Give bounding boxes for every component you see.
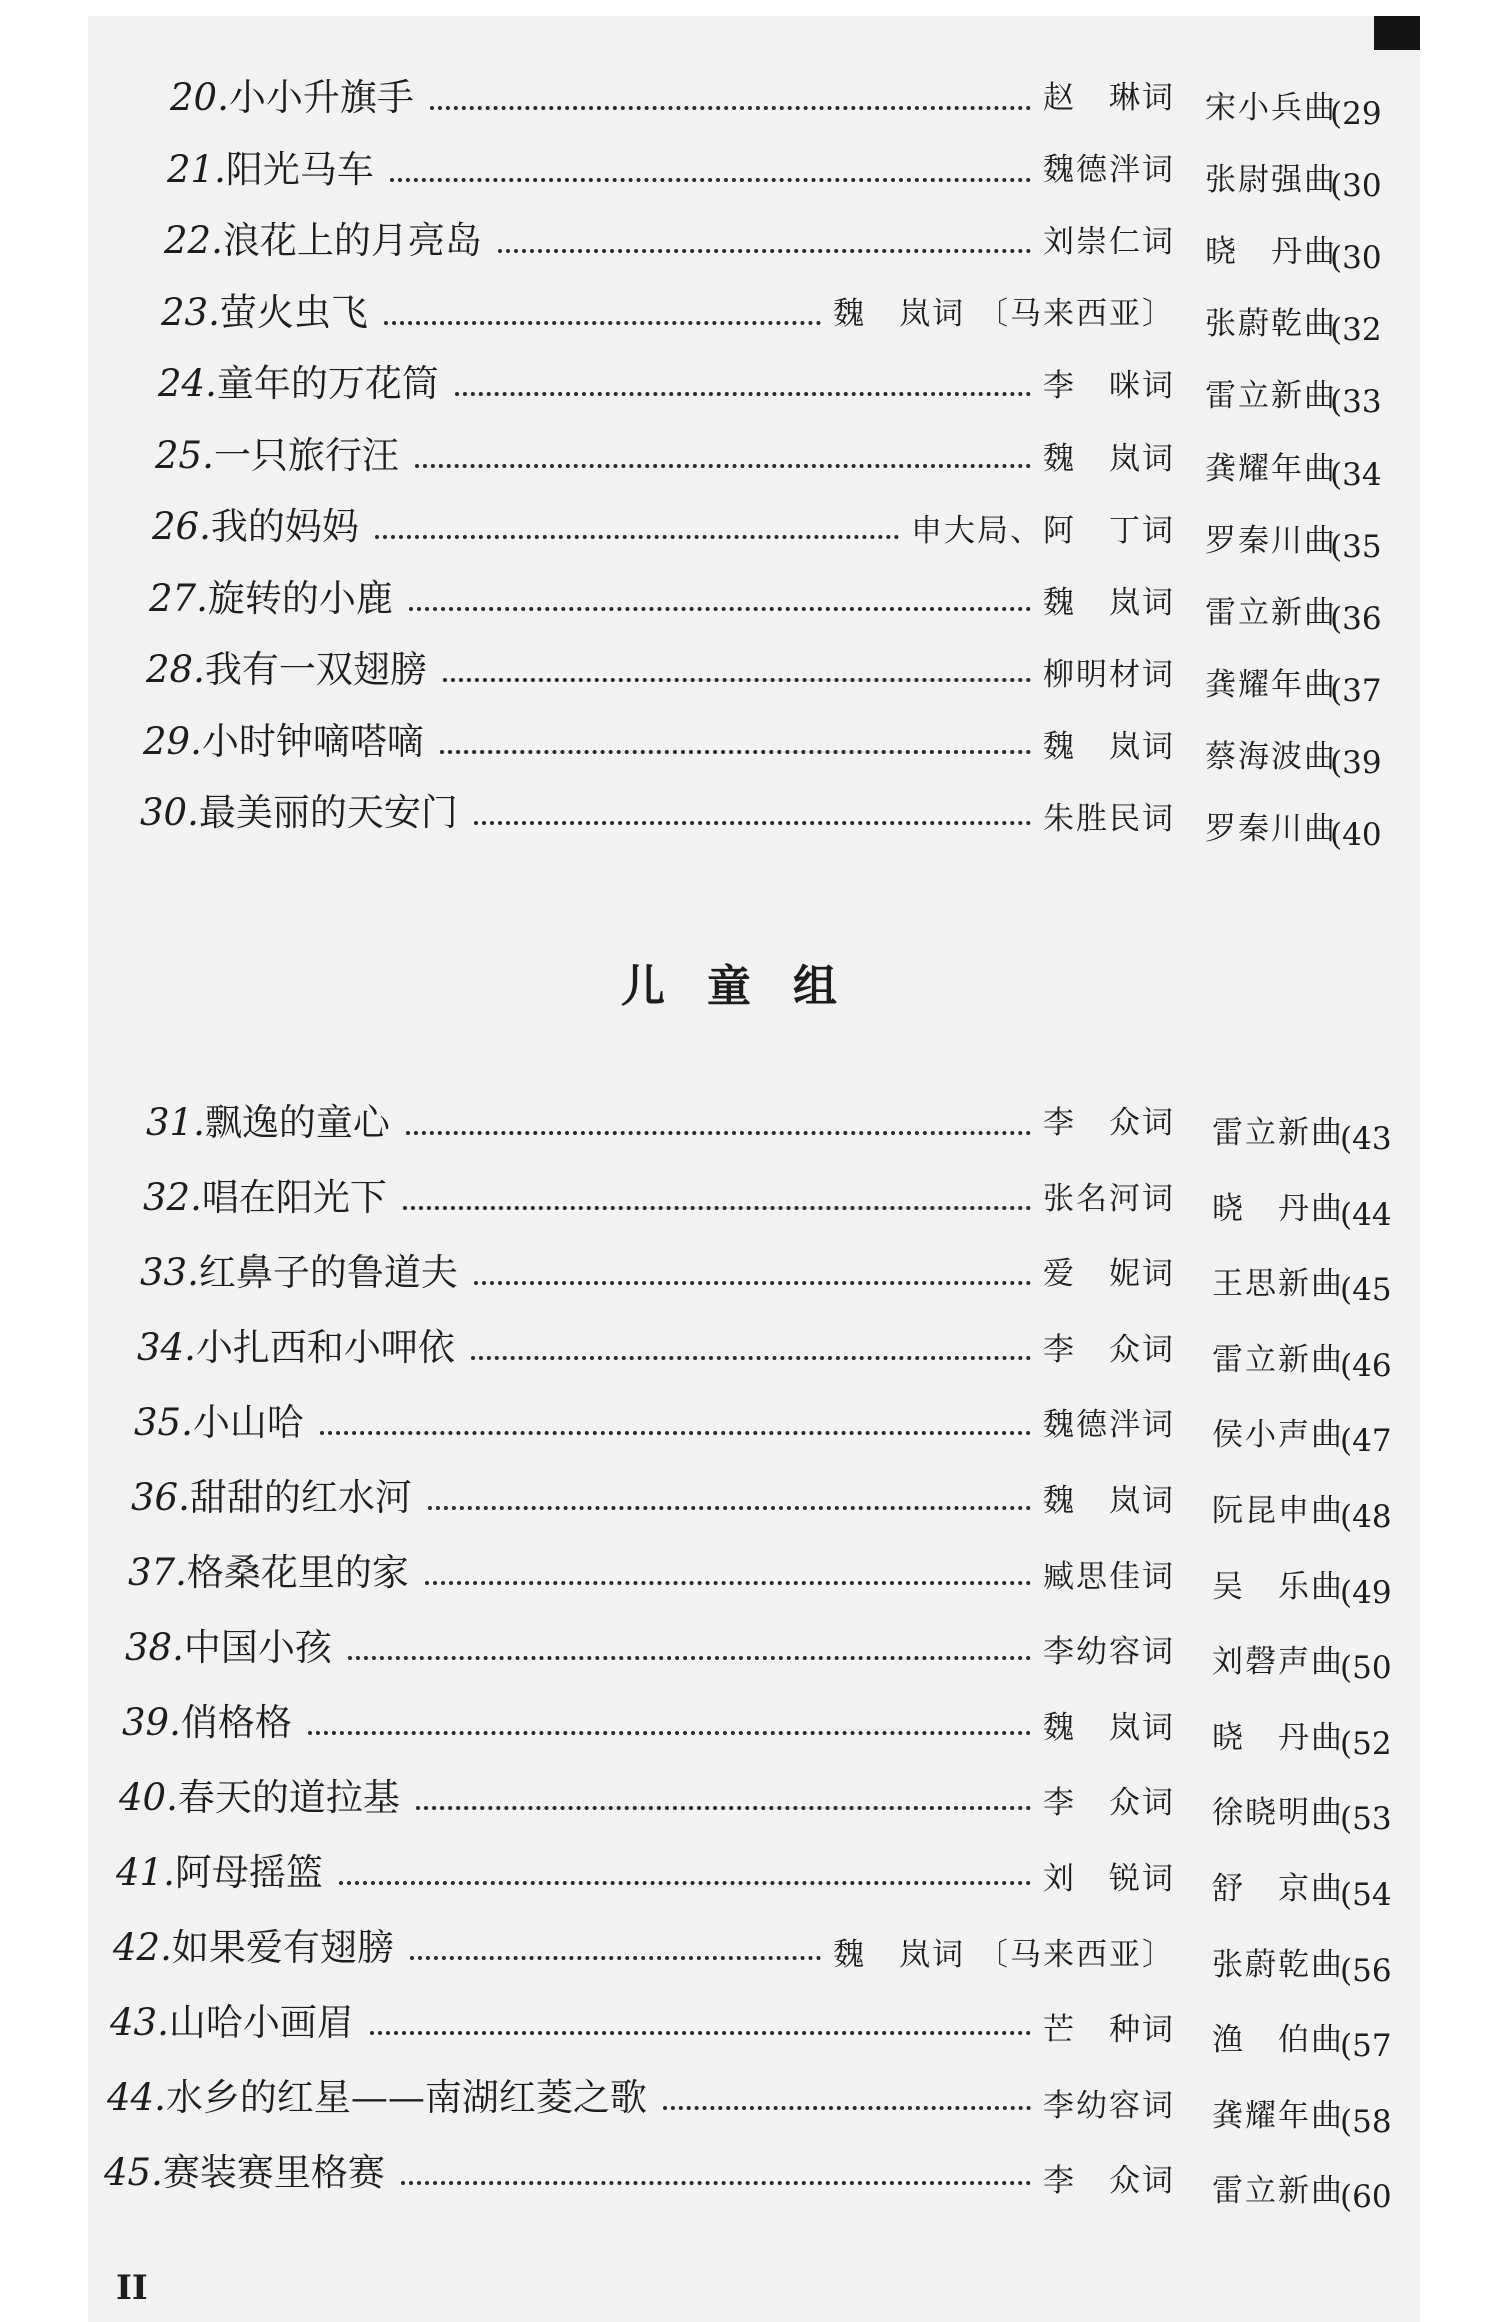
entry-title <box>131 1470 412 1526</box>
page-number: (60 <box>1340 2179 1392 2216</box>
entry-number: 32. <box>143 1176 202 1219</box>
lyricist: 李 众词 <box>1043 1105 1175 1141</box>
composer: 阮昆申曲 <box>1212 1493 1344 1529</box>
lyricist: 李幼容词 <box>1043 1634 1175 1671</box>
lyricist: 魏 岚词 <box>1043 440 1175 477</box>
page-number: (34 <box>1330 456 1382 493</box>
lyricist: 李 众词 <box>1043 1331 1175 1368</box>
toc-entry <box>0 1620 1500 1686</box>
lyricist: 李 咪词 <box>1043 368 1175 405</box>
lyricist: 臧思佳词 <box>1043 1558 1175 1595</box>
page-number: (44 <box>1340 1196 1392 1233</box>
entry-title-text: 春天的道拉基 <box>177 1776 400 1819</box>
composer: 龚耀年曲 <box>1205 450 1337 487</box>
dot-leader <box>415 454 1031 468</box>
page-number: (30 <box>1330 168 1382 205</box>
toc-entry <box>0 1770 1500 1836</box>
composer: 渔 伯曲 <box>1212 2022 1344 2059</box>
toc-entry <box>0 70 1500 136</box>
dot-leader <box>663 2096 1031 2110</box>
toc-entry <box>0 1170 1500 1236</box>
entry-title <box>140 1245 458 1301</box>
lyricist: 魏 岚词 <box>1043 584 1175 621</box>
composer: 晓 丹曲 <box>1205 234 1337 271</box>
entry-title-text: 俏格格 <box>180 1701 292 1744</box>
page-number: (29 <box>1330 96 1382 132</box>
lyricist: 魏 岚词 <box>1043 1483 1175 1519</box>
entry-title-text: 一只旅行汪 <box>213 433 399 477</box>
toc-entry <box>0 1245 1500 1311</box>
toc-entry <box>0 1545 1500 1611</box>
page-number: (45 <box>1340 1272 1392 1309</box>
composer: 雷立新曲 <box>1205 378 1337 415</box>
entry-number: 23. <box>161 290 220 334</box>
lyricist: 李幼容词 <box>1043 2087 1175 2124</box>
composer: 雷立新曲 <box>1212 1341 1344 1378</box>
dot-leader <box>455 382 1031 396</box>
page-number: (57 <box>1340 2028 1392 2065</box>
page-number: (52 <box>1340 1725 1392 1762</box>
lyricist: 李 众词 <box>1043 1785 1175 1822</box>
toc-entry <box>0 142 1500 208</box>
dot-leader <box>370 2021 1031 2035</box>
entry-title-text: 水乡的红星——南湖红菱之歌 <box>165 2076 647 2119</box>
entry-number: 33. <box>140 1251 199 1294</box>
dot-leader <box>425 1571 1031 1585</box>
toc-entry <box>0 428 1500 494</box>
entry-number: 22. <box>164 219 223 262</box>
entry-number: 25. <box>155 433 214 477</box>
dot-leader <box>416 1796 1031 1810</box>
entry-number: 28. <box>146 648 205 691</box>
toc-entry <box>0 213 1500 279</box>
dot-leader <box>430 96 1031 110</box>
entry-title-text: 我的妈妈 <box>210 505 359 548</box>
composer: 晓 丹曲 <box>1212 1719 1344 1756</box>
entry-title <box>107 2070 647 2126</box>
composer: 雷立新曲 <box>1212 2173 1344 2210</box>
entry-title-text: 飘逸的童心 <box>204 1101 390 1144</box>
section-heading: 儿童组 <box>621 961 879 1012</box>
page-number: (35 <box>1330 528 1382 565</box>
dot-leader <box>498 239 1031 253</box>
toc-entry <box>0 1845 1500 1911</box>
toc-entry <box>0 356 1500 422</box>
entry-title <box>140 785 458 841</box>
entry-title-text: 红鼻子的鲁道夫 <box>198 1251 458 1294</box>
entry-title-text: 小山哈 <box>192 1401 304 1444</box>
entry-title <box>113 1920 394 1976</box>
entry-number: 40. <box>119 1776 178 1819</box>
entry-title <box>155 428 399 484</box>
entry-title <box>104 2145 385 2201</box>
page-number: (30 <box>1330 240 1382 277</box>
toc-entry <box>0 642 1500 708</box>
page-number: (49 <box>1340 1574 1392 1611</box>
entry-title <box>137 1320 455 1376</box>
composer: 张蔚乾曲 <box>1212 1946 1344 1983</box>
toc-entry <box>0 2070 1500 2140</box>
composer: 王思新曲 <box>1212 1266 1344 1303</box>
entry-number: 38. <box>125 1626 184 1669</box>
composer: 罗秦川曲 <box>1205 811 1337 847</box>
footer-page-number: II <box>116 2268 148 2308</box>
toc-entry <box>0 1995 1500 2065</box>
dot-leader <box>409 597 1031 611</box>
entry-title-text: 最美丽的天安门 <box>198 791 458 834</box>
entry-title-text: 小时钟嘀嗒嘀 <box>201 719 424 763</box>
lyricist: 张名河词 <box>1043 1180 1175 1217</box>
entry-title <box>158 356 439 412</box>
toc-entry <box>0 1320 1500 1386</box>
composer: 晓 丹曲 <box>1212 1190 1344 1227</box>
entry-title-text: 小扎西和小呷依 <box>195 1326 455 1369</box>
composer: 张蔚乾曲 <box>1205 306 1337 343</box>
composer: 侯小声曲 <box>1212 1417 1344 1454</box>
dot-leader <box>401 2171 1031 2185</box>
lyricist: 魏 岚词 〔马来西亚〕 <box>833 1936 1175 1973</box>
dot-leader <box>308 1721 1031 1735</box>
composer: 宋小兵曲 <box>1205 90 1337 126</box>
entry-title-text: 童年的万花筒 <box>216 362 439 405</box>
composer: 蔡海波曲 <box>1205 738 1337 775</box>
entry-title <box>149 571 393 627</box>
lyricist: 柳明材词 <box>1043 656 1175 693</box>
entry-number: 42. <box>113 1926 172 1969</box>
entry-number: 44. <box>107 2076 166 2119</box>
toc-entry <box>0 499 1500 565</box>
entry-title <box>167 142 374 198</box>
dot-leader <box>406 1121 1031 1135</box>
entry-number: 45. <box>104 2151 163 2194</box>
toc-entry <box>0 1395 1500 1461</box>
page-number: (54 <box>1340 1877 1392 1913</box>
toc-entry <box>0 2145 1500 2216</box>
entry-title <box>146 642 427 698</box>
dot-leader <box>428 1496 1031 1510</box>
toc-entry <box>0 285 1500 351</box>
page-number: (47 <box>1340 1423 1392 1460</box>
composer: 吴 乐曲 <box>1212 1568 1344 1605</box>
entry-title <box>170 70 414 126</box>
toc-entry <box>0 1920 1500 1989</box>
entry-title-text: 唱在阳光下 <box>201 1176 387 1219</box>
entry-number: 35. <box>134 1401 193 1444</box>
lyricist: 李 众词 <box>1043 2163 1175 2200</box>
entry-title-text: 我有一双翅膀 <box>204 648 427 691</box>
entry-number: 37. <box>128 1551 187 1594</box>
entry-number: 31. <box>146 1101 205 1144</box>
page-number: (46 <box>1340 1347 1392 1384</box>
page-number: (58 <box>1340 2103 1392 2140</box>
entry-title-text: 山哈小画眉 <box>168 2001 354 2044</box>
toc-entry <box>0 571 1500 637</box>
entry-number: 41. <box>116 1851 175 1894</box>
entry-title-text: 浪花上的月亮岛 <box>222 219 482 262</box>
dot-leader <box>403 1196 1031 1210</box>
entry-title-text: 格桑花里的家 <box>186 1551 409 1594</box>
dot-leader <box>390 168 1031 182</box>
entry-number: 39. <box>122 1701 181 1744</box>
entry-title-text: 阿母摇篮 <box>174 1851 323 1894</box>
lyricist: 刘崇仁词 <box>1043 224 1175 261</box>
composer: 罗秦川曲 <box>1205 522 1337 559</box>
entry-title-text: 阳光马车 <box>225 147 374 191</box>
entry-title <box>161 285 368 341</box>
corner-mark <box>1374 16 1420 50</box>
composer: 龚耀年曲 <box>1205 666 1337 703</box>
entry-title <box>110 1995 354 2051</box>
dot-leader <box>339 1871 1031 1885</box>
composer: 龚耀年曲 <box>1212 2097 1344 2134</box>
entry-number: 29. <box>143 719 202 763</box>
dot-leader <box>384 311 821 325</box>
entry-title <box>143 714 424 770</box>
entry-title <box>119 1770 400 1826</box>
toc-entry <box>0 1095 1500 1161</box>
page-number: (48 <box>1340 1499 1392 1535</box>
entry-title-text: 赛装赛里格赛 <box>162 2151 385 2194</box>
dot-leader <box>474 811 1031 825</box>
entry-title <box>146 1095 390 1151</box>
lyricist: 芒 种词 <box>1043 2012 1175 2049</box>
entry-title <box>128 1545 409 1601</box>
page-number: (50 <box>1340 1650 1392 1687</box>
composer: 徐晓明曲 <box>1212 1795 1344 1832</box>
lyricist: 刘 锐词 <box>1043 1861 1175 1897</box>
lyricist: 魏 岚词 <box>1043 1709 1175 1746</box>
entry-number: 20. <box>170 76 229 119</box>
entry-number: 34. <box>137 1326 196 1369</box>
page-number: (53 <box>1340 1801 1392 1838</box>
entry-number: 43. <box>110 2001 169 2044</box>
page-number: (40 <box>1330 817 1382 853</box>
entry-title-text: 甜甜的红水河 <box>189 1476 412 1519</box>
entry-title <box>134 1395 304 1451</box>
entry-title-text: 中国小孩 <box>183 1626 332 1669</box>
lyricist: 申大局、阿 丁词 <box>911 512 1175 549</box>
composer: 刘磬声曲 <box>1212 1644 1344 1681</box>
toc-entry <box>0 1470 1500 1536</box>
entry-number: 30. <box>140 791 199 834</box>
dot-leader <box>471 1346 1031 1360</box>
toc-entry <box>0 1695 1500 1761</box>
toc-entry <box>0 714 1500 780</box>
dot-leader <box>474 1271 1031 1285</box>
entry-number: 36. <box>131 1476 190 1519</box>
lyricist: 赵 琳词 <box>1043 80 1175 116</box>
composer: 张尉强曲 <box>1205 162 1337 199</box>
entry-title-text: 旋转的小鹿 <box>207 576 393 620</box>
entry-title <box>122 1695 292 1751</box>
dot-leader <box>348 1646 1031 1660</box>
lyricist: 魏德泮词 <box>1043 1407 1175 1444</box>
page-number: (33 <box>1330 384 1382 421</box>
composer: 雷立新曲 <box>1212 1115 1344 1151</box>
dot-leader <box>440 740 1031 754</box>
page-number: (37 <box>1330 672 1382 709</box>
page-number: (36 <box>1330 600 1382 637</box>
dot-leader <box>410 1946 821 1960</box>
entry-number: 24. <box>158 362 217 405</box>
lyricist: 朱胜民词 <box>1043 801 1175 837</box>
entry-title-text: 萤火虫飞 <box>219 290 368 334</box>
entry-title <box>125 1620 332 1676</box>
entry-title <box>143 1170 387 1226</box>
entry-number: 27. <box>149 576 208 620</box>
entry-title <box>116 1845 323 1901</box>
dot-leader <box>375 525 899 539</box>
composer: 雷立新曲 <box>1205 594 1337 631</box>
page-number: (39 <box>1330 744 1382 781</box>
entry-title-text: 小小升旗手 <box>228 76 414 119</box>
page-number: (43 <box>1340 1121 1392 1157</box>
dot-leader <box>320 1421 1031 1435</box>
entry-title <box>164 213 482 269</box>
entry-number: 26. <box>152 505 211 548</box>
composer: 舒 京曲 <box>1212 1871 1344 1907</box>
lyricist: 魏 岚词 <box>1043 728 1175 765</box>
entry-title <box>152 499 359 555</box>
lyricist: 魏德泮词 <box>1043 152 1175 189</box>
page-number: (56 <box>1340 1952 1392 1989</box>
entry-title-text: 如果爱有翅膀 <box>171 1926 394 1969</box>
lyricist: 魏 岚词 〔马来西亚〕 <box>833 296 1175 333</box>
dot-leader <box>443 668 1031 682</box>
entry-number: 21. <box>167 147 226 191</box>
lyricist: 爱 妮词 <box>1043 1256 1175 1293</box>
page-number: (32 <box>1330 312 1382 349</box>
toc-entry <box>0 785 1500 851</box>
